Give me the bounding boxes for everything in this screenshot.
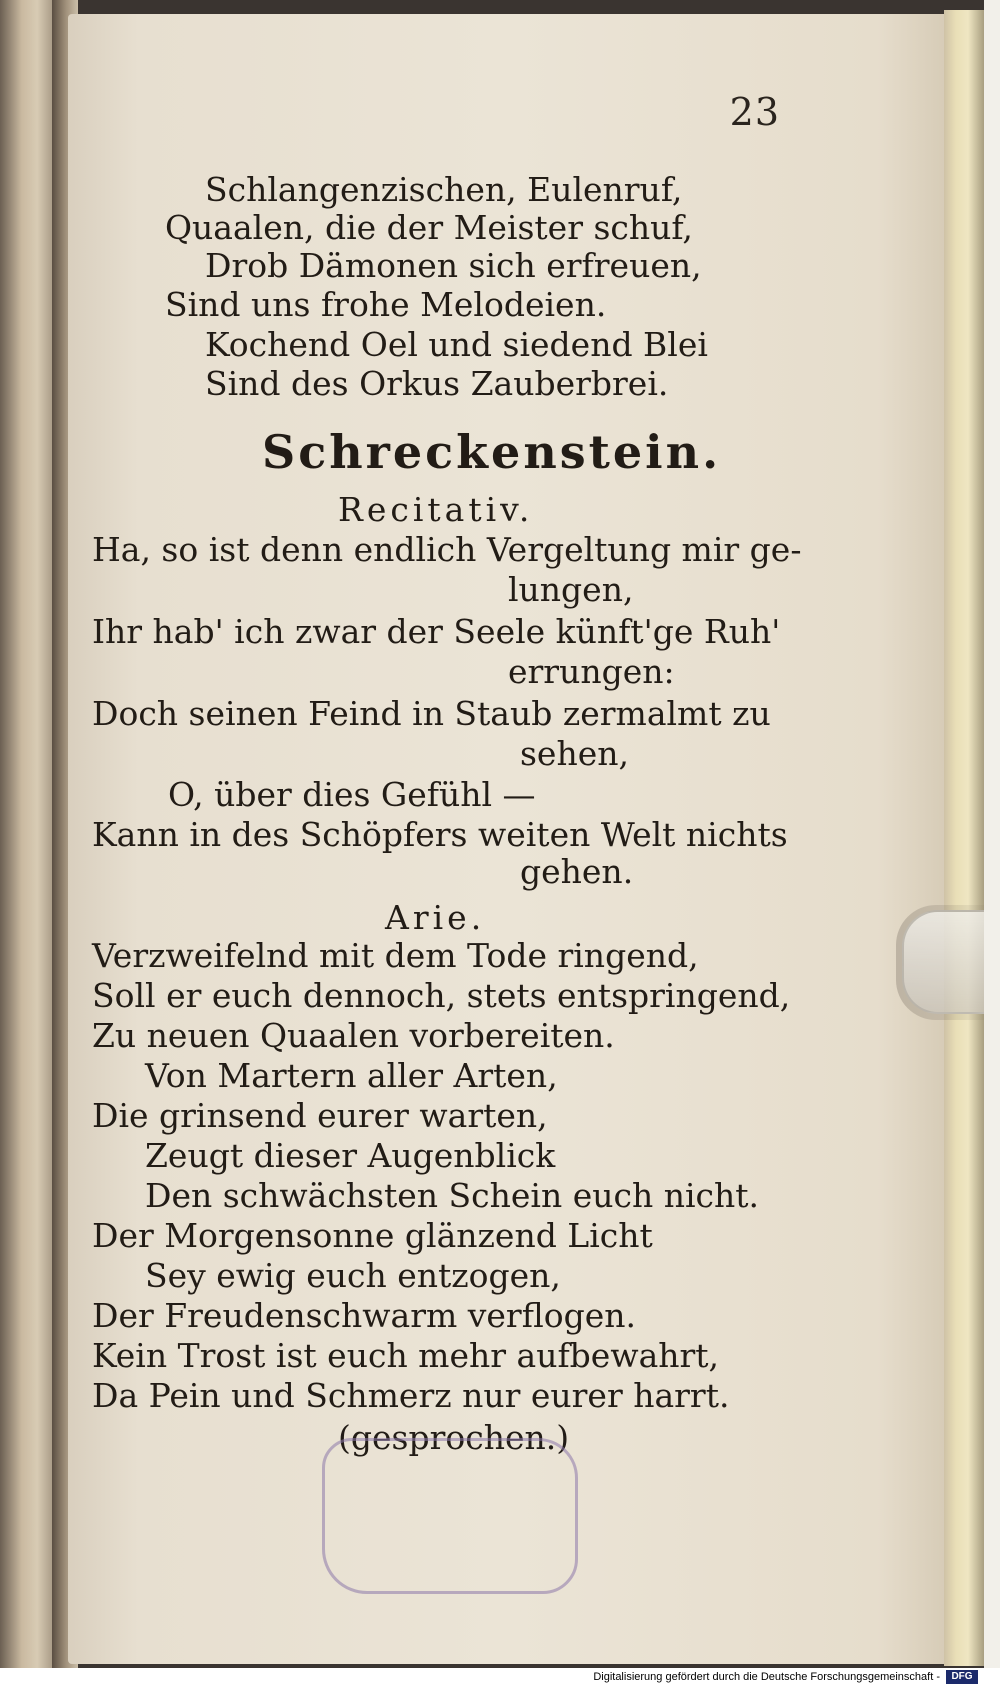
verse-line: Da Pein und Schmerz nur eurer harrt.	[92, 1376, 730, 1415]
verse-line: Sind des Orkus Zauberbrei.	[205, 364, 669, 403]
verse-line: O, über dies Gefühl —	[168, 775, 536, 814]
section-subheading: Arie.	[385, 898, 486, 937]
verse-line: Zu neuen Quaalen vorbereiten.	[92, 1016, 615, 1055]
section-subheading: Recitativ.	[338, 490, 534, 529]
verse-line: Verzweifelnd mit dem Tode ringend,	[92, 936, 699, 975]
verse-line: Sey ewig euch entzogen,	[145, 1256, 561, 1295]
dfg-logo-icon: DFG	[946, 1670, 978, 1684]
verse-line: Doch seinen Feind in Staub zermalmt zu	[92, 694, 771, 733]
verse-line: Quaalen, die der Meister schuf,	[165, 208, 693, 247]
verse-line: Kein Trost ist euch mehr aufbewahrt,	[92, 1336, 720, 1375]
verse-line: Der Freudenschwarm verflogen.	[92, 1296, 636, 1335]
footer-credit: Digitalisierung gefördert durch die Deutsche Forschungsgemeinschaft -	[593, 1671, 940, 1683]
verse-line: Von Martern aller Arten,	[145, 1056, 558, 1095]
verse-line: Kann in des Schöpfers weiten Welt nichts	[92, 815, 788, 854]
page-edges-right	[944, 10, 984, 1666]
verse-line: Die grinsend eurer warten,	[92, 1096, 548, 1135]
verse-line: Drob Dämonen sich erfreuen,	[205, 246, 702, 285]
verse-line: Sind uns frohe Melodeien.	[165, 285, 607, 324]
verse-line-continuation: sehen,	[520, 734, 629, 773]
section-heading: Schreckenstein.	[262, 425, 722, 479]
verse-line-continuation: lungen,	[508, 570, 634, 609]
library-stamp	[322, 1438, 578, 1594]
verse-line: Zeugt dieser Augenblick	[145, 1136, 556, 1175]
verse-line: Kochend Oel und siedend Blei	[205, 325, 708, 364]
stage-direction: (gesprochen.)	[338, 1418, 570, 1457]
page-number: 23	[729, 90, 780, 134]
verse-line: Der Morgensonne glänzend Licht	[92, 1216, 653, 1255]
verse-line: Den schwächsten Schein euch nicht.	[145, 1176, 759, 1215]
verse-line: Ihr hab' ich zwar der Seele künft'ge Ruh'	[92, 612, 781, 651]
verse-line: Soll er euch dennoch, stets entspringend,	[92, 976, 791, 1015]
verse-line: Ha, so ist denn endlich Vergeltung mir ge-	[92, 530, 802, 569]
verse-line-continuation: gehen.	[520, 852, 634, 891]
verse-line-continuation: errungen:	[508, 652, 675, 691]
scan-margin	[984, 0, 1000, 1668]
verse-line: Schlangenzischen, Eulenruf,	[205, 170, 683, 209]
